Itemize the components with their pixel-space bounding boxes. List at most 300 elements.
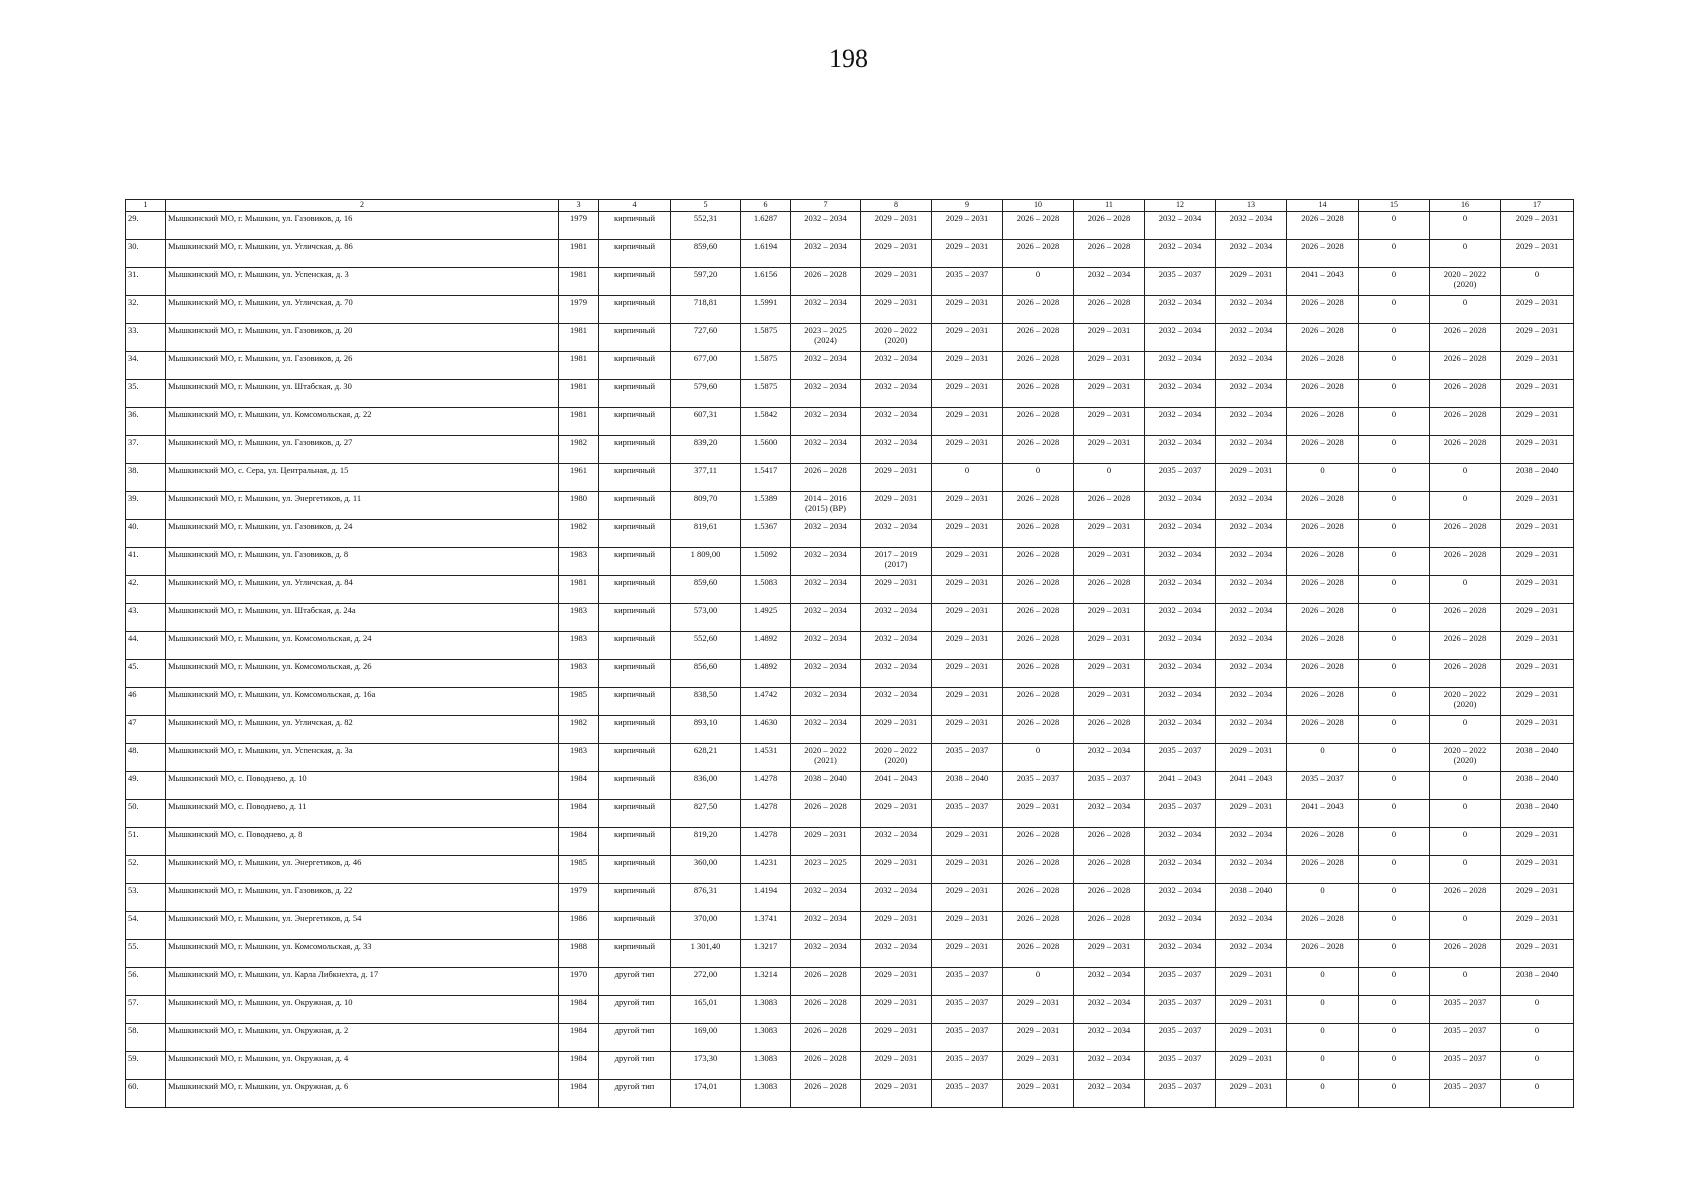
table-cell-col-10: 0 xyxy=(1003,268,1074,296)
table-cell-col-10: 2026 – 2028 xyxy=(1003,492,1074,520)
table-cell-col-15: 0 xyxy=(1359,408,1430,436)
table-cell-col-15: 0 xyxy=(1359,744,1430,772)
table-cell-col-2: Мышкинский МО, г. Мышкин, ул. Газовиков, д. 8 xyxy=(166,548,559,576)
table-cell-col-6: 1.4278 xyxy=(741,800,791,828)
table-cell-col-10: 2026 – 2028 xyxy=(1003,436,1074,464)
table-cell-col-12: 2032 – 2034 xyxy=(1145,912,1216,940)
table-cell-col-13: 2029 – 2031 xyxy=(1216,1052,1287,1080)
table-cell-col-14: 2026 – 2028 xyxy=(1287,352,1359,380)
table-cell-col-17: 0 xyxy=(1501,1080,1574,1108)
table-cell-col-6: 1.3214 xyxy=(741,968,791,996)
table-cell-col-13: 2029 – 2031 xyxy=(1216,1080,1287,1108)
table-cell-col-13: 2032 – 2034 xyxy=(1216,352,1287,380)
table-cell-col-9: 2029 – 2031 xyxy=(932,940,1003,968)
table-cell-col-9: 2029 – 2031 xyxy=(932,912,1003,940)
table-cell-col-4: кирпичный xyxy=(599,800,671,828)
table-cell-col-9: 2029 – 2031 xyxy=(932,324,1003,352)
table-cell-col-10: 0 xyxy=(1003,968,1074,996)
table-cell-col-5: 165,01 xyxy=(671,996,741,1024)
table-cell-col-8: 2032 – 2034 xyxy=(861,380,932,408)
table-cell-col-14: 0 xyxy=(1287,884,1359,912)
table-cell-col-14: 0 xyxy=(1287,1080,1359,1108)
table-cell-col-14: 2026 – 2028 xyxy=(1287,212,1359,240)
table-cell-col-5: 607,31 xyxy=(671,408,741,436)
table-cell-col-11: 0 xyxy=(1074,464,1145,492)
table-cell-col-10: 2026 – 2028 xyxy=(1003,212,1074,240)
table-cell-col-1: 32. xyxy=(126,296,166,324)
table-cell-col-17: 2029 – 2031 xyxy=(1501,352,1574,380)
table-cell-col-14: 2026 – 2028 xyxy=(1287,492,1359,520)
table-cell-col-11: 2026 – 2028 xyxy=(1074,856,1145,884)
table-cell-col-10: 0 xyxy=(1003,464,1074,492)
table-cell-col-5: 727,60 xyxy=(671,324,741,352)
table-cell-col-7: 2026 – 2028 xyxy=(791,268,861,296)
table-cell-col-17: 2029 – 2031 xyxy=(1501,828,1574,856)
table-cell-col-17: 2029 – 2031 xyxy=(1501,548,1574,576)
table-cell-col-10: 2026 – 2028 xyxy=(1003,324,1074,352)
table-cell-col-17: 2029 – 2031 xyxy=(1501,380,1574,408)
table-cell-col-11: 2029 – 2031 xyxy=(1074,940,1145,968)
table-cell-col-7: 2023 – 2025 xyxy=(791,856,861,884)
table-cell-col-9: 2029 – 2031 xyxy=(932,240,1003,268)
table-cell-col-7: 2032 – 2034 xyxy=(791,632,861,660)
table-cell-col-1: 51. xyxy=(126,828,166,856)
table-cell-col-1: 55. xyxy=(126,940,166,968)
table-cell-col-2: Мышкинский МО, г. Мышкин, ул. Энергетиков, д. 11 xyxy=(166,492,559,520)
table-cell-col-8: 2032 – 2034 xyxy=(861,828,932,856)
column-header-14: 14 xyxy=(1287,200,1359,212)
table-cell-col-6: 1.4925 xyxy=(741,604,791,632)
table-cell-col-1: 54. xyxy=(126,912,166,940)
table-cell-col-12: 2035 – 2037 xyxy=(1145,1052,1216,1080)
table-cell-col-1: 40. xyxy=(126,520,166,548)
table-cell-col-4: кирпичный xyxy=(599,212,671,240)
table-cell-col-12: 2032 – 2034 xyxy=(1145,716,1216,744)
table-cell-col-13: 2041 – 2043 xyxy=(1216,772,1287,800)
table-row xyxy=(126,380,1574,408)
table-cell-col-2: Мышкинский МО, г. Мышкин, ул. Угличская, д. 84 xyxy=(166,576,559,604)
table-cell-col-17: 0 xyxy=(1501,1052,1574,1080)
table-cell-col-6: 1.6156 xyxy=(741,268,791,296)
table-cell-col-16: 2020 – 2022 (2020) xyxy=(1430,744,1501,772)
table-cell-col-10: 2026 – 2028 xyxy=(1003,884,1074,912)
table-cell-col-3: 1982 xyxy=(559,520,599,548)
table-cell-col-14: 0 xyxy=(1287,464,1359,492)
table-cell-col-8: 2032 – 2034 xyxy=(861,352,932,380)
table-cell-col-16: 2035 – 2037 xyxy=(1430,996,1501,1024)
table-cell-col-7: 2032 – 2034 xyxy=(791,436,861,464)
table-cell-col-13: 2032 – 2034 xyxy=(1216,828,1287,856)
table-cell-col-4: кирпичный xyxy=(599,688,671,716)
table-cell-col-3: 1984 xyxy=(559,1024,599,1052)
table-row xyxy=(126,660,1574,688)
table-cell-col-2: Мышкинский МО, г. Мышкин, ул. Успенская, д. 3а xyxy=(166,744,559,772)
table-cell-col-5: 893,10 xyxy=(671,716,741,744)
table-cell-col-6: 1.3217 xyxy=(741,940,791,968)
table-cell-col-6: 1.4892 xyxy=(741,632,791,660)
table-cell-col-14: 2026 – 2028 xyxy=(1287,716,1359,744)
table-cell-col-4: кирпичный xyxy=(599,828,671,856)
table-cell-col-12: 2032 – 2034 xyxy=(1145,632,1216,660)
table-row xyxy=(126,576,1574,604)
table-cell-col-6: 1.5991 xyxy=(741,296,791,324)
table-cell-col-15: 0 xyxy=(1359,464,1430,492)
table-cell-col-2: Мышкинский МО, г. Мышкин, ул. Газовиков, д. 20 xyxy=(166,324,559,352)
table-cell-col-6: 1.5417 xyxy=(741,464,791,492)
table-cell-col-15: 0 xyxy=(1359,800,1430,828)
table-cell-col-10: 2029 – 2031 xyxy=(1003,1024,1074,1052)
table-cell-col-10: 2026 – 2028 xyxy=(1003,352,1074,380)
table-cell-col-8: 2029 – 2031 xyxy=(861,800,932,828)
table-cell-col-12: 2032 – 2034 xyxy=(1145,660,1216,688)
table-cell-col-5: 360,00 xyxy=(671,856,741,884)
table-cell-col-11: 2026 – 2028 xyxy=(1074,576,1145,604)
table-cell-col-7: 2014 – 2016 (2015) (ВР) xyxy=(791,492,861,520)
table-cell-col-14: 2035 – 2037 xyxy=(1287,772,1359,800)
table-cell-col-5: 819,20 xyxy=(671,828,741,856)
table-cell-col-13: 2032 – 2034 xyxy=(1216,380,1287,408)
table-cell-col-10: 2029 – 2031 xyxy=(1003,1080,1074,1108)
table-cell-col-15: 0 xyxy=(1359,520,1430,548)
table-cell-col-9: 2029 – 2031 xyxy=(932,408,1003,436)
table-cell-col-13: 2032 – 2034 xyxy=(1216,660,1287,688)
table-cell-col-2: Мышкинский МО, г. Мышкин, ул. Угличская, д. 86 xyxy=(166,240,559,268)
table-cell-col-9: 2029 – 2031 xyxy=(932,212,1003,240)
table-cell-col-4: другой тип xyxy=(599,968,671,996)
table-cell-col-9: 2029 – 2031 xyxy=(932,436,1003,464)
table-row xyxy=(126,912,1574,940)
table-cell-col-6: 1.5367 xyxy=(741,520,791,548)
table-row xyxy=(126,800,1574,828)
table-cell-col-3: 1970 xyxy=(559,968,599,996)
table-cell-col-17: 2029 – 2031 xyxy=(1501,912,1574,940)
table-row xyxy=(126,436,1574,464)
table-row xyxy=(126,632,1574,660)
table-cell-col-12: 2032 – 2034 xyxy=(1145,520,1216,548)
table-cell-col-15: 0 xyxy=(1359,856,1430,884)
table-cell-col-8: 2029 – 2031 xyxy=(861,464,932,492)
table-cell-col-10: 2026 – 2028 xyxy=(1003,296,1074,324)
table-cell-col-10: 2026 – 2028 xyxy=(1003,940,1074,968)
table-cell-col-13: 2032 – 2034 xyxy=(1216,940,1287,968)
table-cell-col-4: кирпичный xyxy=(599,576,671,604)
table-cell-col-9: 2038 – 2040 xyxy=(932,772,1003,800)
table-cell-col-15: 0 xyxy=(1359,1024,1430,1052)
table-cell-col-17: 2029 – 2031 xyxy=(1501,212,1574,240)
table-cell-col-4: кирпичный xyxy=(599,492,671,520)
table-cell-col-8: 2029 – 2031 xyxy=(861,716,932,744)
table-cell-col-16: 2026 – 2028 xyxy=(1430,940,1501,968)
table-cell-col-5: 819,61 xyxy=(671,520,741,548)
table-cell-col-12: 2041 – 2043 xyxy=(1145,772,1216,800)
table-row xyxy=(126,296,1574,324)
table-cell-col-12: 2032 – 2034 xyxy=(1145,604,1216,632)
table-cell-col-4: кирпичный xyxy=(599,296,671,324)
table-cell-col-16: 0 xyxy=(1430,912,1501,940)
table-cell-col-5: 377,11 xyxy=(671,464,741,492)
table-cell-col-14: 2026 – 2028 xyxy=(1287,856,1359,884)
table-cell-col-11: 2026 – 2028 xyxy=(1074,912,1145,940)
table-cell-col-2: Мышкинский МО, г. Мышкин, ул. Комсомольская, д. 26 xyxy=(166,660,559,688)
table-cell-col-13: 2029 – 2031 xyxy=(1216,744,1287,772)
table-cell-col-9: 2035 – 2037 xyxy=(932,968,1003,996)
table-cell-col-13: 2032 – 2034 xyxy=(1216,408,1287,436)
table-cell-col-3: 1984 xyxy=(559,1080,599,1108)
table-cell-col-7: 2032 – 2034 xyxy=(791,576,861,604)
table-row xyxy=(126,520,1574,548)
table-cell-col-16: 2026 – 2028 xyxy=(1430,520,1501,548)
table-cell-col-15: 0 xyxy=(1359,492,1430,520)
table-cell-col-9: 2035 – 2037 xyxy=(932,996,1003,1024)
table-cell-col-1: 50. xyxy=(126,800,166,828)
table-cell-col-5: 859,60 xyxy=(671,576,741,604)
table-cell-col-16: 0 xyxy=(1430,296,1501,324)
table-cell-col-17: 2029 – 2031 xyxy=(1501,520,1574,548)
table-cell-col-13: 2032 – 2034 xyxy=(1216,324,1287,352)
column-header-5: 5 xyxy=(671,200,741,212)
table-cell-col-14: 0 xyxy=(1287,1052,1359,1080)
table-cell-col-2: Мышкинский МО, г. Мышкин, ул. Газовиков, д. 24 xyxy=(166,520,559,548)
table-cell-col-5: 552,31 xyxy=(671,212,741,240)
table-cell-col-2: Мышкинский МО, г. Мышкин, ул. Газовиков, д. 27 xyxy=(166,436,559,464)
table-cell-col-14: 2026 – 2028 xyxy=(1287,408,1359,436)
table-cell-col-11: 2029 – 2031 xyxy=(1074,632,1145,660)
table-cell-col-2: Мышкинский МО, г. Мышкин, ул. Угличская, д. 70 xyxy=(166,296,559,324)
table-row xyxy=(126,548,1574,576)
table-cell-col-9: 2035 – 2037 xyxy=(932,800,1003,828)
housing-repair-table-container xyxy=(125,199,1573,1108)
table-cell-col-13: 2029 – 2031 xyxy=(1216,996,1287,1024)
table-cell-col-15: 0 xyxy=(1359,772,1430,800)
table-cell-col-6: 1.5842 xyxy=(741,408,791,436)
table-cell-col-17: 2029 – 2031 xyxy=(1501,632,1574,660)
table-cell-col-9: 2029 – 2031 xyxy=(932,856,1003,884)
table-cell-col-9: 2029 – 2031 xyxy=(932,884,1003,912)
table-cell-col-11: 2026 – 2028 xyxy=(1074,240,1145,268)
table-cell-col-4: кирпичный xyxy=(599,380,671,408)
table-cell-col-16: 2026 – 2028 xyxy=(1430,352,1501,380)
table-cell-col-12: 2032 – 2034 xyxy=(1145,408,1216,436)
table-cell-col-11: 2032 – 2034 xyxy=(1074,1052,1145,1080)
table-cell-col-8: 2029 – 2031 xyxy=(861,492,932,520)
table-row xyxy=(126,268,1574,296)
table-cell-col-9: 2029 – 2031 xyxy=(932,548,1003,576)
table-cell-col-1: 48. xyxy=(126,744,166,772)
table-cell-col-3: 1984 xyxy=(559,800,599,828)
table-cell-col-5: 579,60 xyxy=(671,380,741,408)
table-cell-col-4: кирпичный xyxy=(599,436,671,464)
table-cell-col-1: 57. xyxy=(126,996,166,1024)
table-cell-col-6: 1.5875 xyxy=(741,352,791,380)
table-cell-col-14: 2026 – 2028 xyxy=(1287,436,1359,464)
table-cell-col-6: 1.5083 xyxy=(741,576,791,604)
table-cell-col-11: 2026 – 2028 xyxy=(1074,296,1145,324)
table-cell-col-12: 2032 – 2034 xyxy=(1145,240,1216,268)
table-cell-col-5: 839,20 xyxy=(671,436,741,464)
table-cell-col-10: 2026 – 2028 xyxy=(1003,408,1074,436)
table-cell-col-6: 1.6287 xyxy=(741,212,791,240)
table-cell-col-15: 0 xyxy=(1359,604,1430,632)
table-cell-col-8: 2029 – 2031 xyxy=(861,968,932,996)
table-row xyxy=(126,856,1574,884)
table-cell-col-2: Мышкинский МО, с. Поводнево, д. 11 xyxy=(166,800,559,828)
table-cell-col-1: 58. xyxy=(126,1024,166,1052)
table-cell-col-3: 1981 xyxy=(559,324,599,352)
table-cell-col-4: кирпичный xyxy=(599,660,671,688)
table-cell-col-1: 52. xyxy=(126,856,166,884)
table-cell-col-11: 2029 – 2031 xyxy=(1074,548,1145,576)
table-cell-col-7: 2020 – 2022 (2021) xyxy=(791,744,861,772)
table-cell-col-7: 2026 – 2028 xyxy=(791,1080,861,1108)
table-cell-col-1: 29. xyxy=(126,212,166,240)
table-cell-col-10: 2026 – 2028 xyxy=(1003,632,1074,660)
table-cell-col-15: 0 xyxy=(1359,716,1430,744)
table-cell-col-8: 2041 – 2043 xyxy=(861,772,932,800)
table-cell-col-17: 2038 – 2040 xyxy=(1501,464,1574,492)
table-cell-col-12: 2035 – 2037 xyxy=(1145,800,1216,828)
table-cell-col-14: 0 xyxy=(1287,744,1359,772)
table-cell-col-15: 0 xyxy=(1359,996,1430,1024)
table-cell-col-7: 2026 – 2028 xyxy=(791,1052,861,1080)
table-cell-col-15: 0 xyxy=(1359,884,1430,912)
table-cell-col-16: 0 xyxy=(1430,716,1501,744)
column-header-1: 1 xyxy=(126,200,166,212)
table-cell-col-11: 2029 – 2031 xyxy=(1074,688,1145,716)
table-cell-col-16: 0 xyxy=(1430,968,1501,996)
table-cell-col-1: 35. xyxy=(126,380,166,408)
table-cell-col-11: 2029 – 2031 xyxy=(1074,352,1145,380)
table-row xyxy=(126,744,1574,772)
table-cell-col-1: 59. xyxy=(126,1052,166,1080)
table-cell-col-13: 2029 – 2031 xyxy=(1216,800,1287,828)
table-cell-col-5: 370,00 xyxy=(671,912,741,940)
table-cell-col-3: 1979 xyxy=(559,296,599,324)
table-cell-col-13: 2032 – 2034 xyxy=(1216,912,1287,940)
table-cell-col-1: 30. xyxy=(126,240,166,268)
table-cell-col-3: 1982 xyxy=(559,716,599,744)
table-cell-col-2: Мышкинский МО, г. Мышкин, ул. Комсомольская, д. 24 xyxy=(166,632,559,660)
table-cell-col-1: 47 xyxy=(126,716,166,744)
table-cell-col-6: 1.4231 xyxy=(741,856,791,884)
table-cell-col-14: 2026 – 2028 xyxy=(1287,240,1359,268)
table-cell-col-5: 838,50 xyxy=(671,688,741,716)
table-cell-col-8: 2029 – 2031 xyxy=(861,1080,932,1108)
table-cell-col-13: 2032 – 2034 xyxy=(1216,716,1287,744)
table-cell-col-9: 2029 – 2031 xyxy=(932,604,1003,632)
table-row xyxy=(126,240,1574,268)
table-cell-col-11: 2029 – 2031 xyxy=(1074,660,1145,688)
table-cell-col-9: 2029 – 2031 xyxy=(932,576,1003,604)
table-cell-col-17: 2038 – 2040 xyxy=(1501,968,1574,996)
table-cell-col-14: 2026 – 2028 xyxy=(1287,632,1359,660)
table-cell-col-11: 2029 – 2031 xyxy=(1074,324,1145,352)
table-cell-col-1: 60. xyxy=(126,1080,166,1108)
table-cell-col-2: Мышкинский МО, г. Мышкин, ул. Энергетиков, д. 54 xyxy=(166,912,559,940)
table-cell-col-16: 2026 – 2028 xyxy=(1430,604,1501,632)
table-cell-col-16: 0 xyxy=(1430,828,1501,856)
column-header-16: 16 xyxy=(1430,200,1501,212)
table-cell-col-5: 809,70 xyxy=(671,492,741,520)
table-cell-col-11: 2032 – 2034 xyxy=(1074,268,1145,296)
column-header-4: 4 xyxy=(599,200,671,212)
table-cell-col-3: 1980 xyxy=(559,492,599,520)
table-row xyxy=(126,688,1574,716)
table-cell-col-2: Мышкинский МО, г. Мышкин, ул. Газовиков, д. 16 xyxy=(166,212,559,240)
table-cell-col-17: 0 xyxy=(1501,1024,1574,1052)
table-cell-col-3: 1979 xyxy=(559,884,599,912)
table-cell-col-17: 2029 – 2031 xyxy=(1501,940,1574,968)
table-cell-col-14: 0 xyxy=(1287,996,1359,1024)
table-cell-col-5: 1 301,40 xyxy=(671,940,741,968)
table-cell-col-8: 2020 – 2022 (2020) xyxy=(861,744,932,772)
table-row xyxy=(126,772,1574,800)
table-cell-col-14: 2026 – 2028 xyxy=(1287,660,1359,688)
table-cell-col-12: 2032 – 2034 xyxy=(1145,828,1216,856)
table-cell-col-8: 2029 – 2031 xyxy=(861,296,932,324)
table-cell-col-13: 2032 – 2034 xyxy=(1216,688,1287,716)
table-cell-col-16: 2020 – 2022 (2020) xyxy=(1430,688,1501,716)
table-cell-col-16: 0 xyxy=(1430,212,1501,240)
table-cell-col-12: 2035 – 2037 xyxy=(1145,1080,1216,1108)
table-cell-col-16: 0 xyxy=(1430,856,1501,884)
table-cell-col-10: 2026 – 2028 xyxy=(1003,660,1074,688)
table-cell-col-6: 1.5875 xyxy=(741,324,791,352)
table-cell-col-10: 2026 – 2028 xyxy=(1003,520,1074,548)
table-cell-col-4: кирпичный xyxy=(599,324,671,352)
table-cell-col-10: 2026 – 2028 xyxy=(1003,912,1074,940)
table-cell-col-9: 2029 – 2031 xyxy=(932,688,1003,716)
table-cell-col-7: 2032 – 2034 xyxy=(791,660,861,688)
table-cell-col-2: Мышкинский МО, г. Мышкин, ул. Окружная, д. 6 xyxy=(166,1080,559,1108)
column-header-8: 8 xyxy=(861,200,932,212)
table-cell-col-3: 1981 xyxy=(559,240,599,268)
table-cell-col-12: 2032 – 2034 xyxy=(1145,576,1216,604)
table-cell-col-4: кирпичный xyxy=(599,716,671,744)
table-cell-col-13: 2032 – 2034 xyxy=(1216,520,1287,548)
table-cell-col-12: 2032 – 2034 xyxy=(1145,380,1216,408)
table-cell-col-8: 2029 – 2031 xyxy=(861,212,932,240)
table-cell-col-16: 0 xyxy=(1430,464,1501,492)
table-cell-col-16: 2020 – 2022 (2020) xyxy=(1430,268,1501,296)
table-cell-col-3: 1983 xyxy=(559,604,599,632)
table-cell-col-5: 1 809,00 xyxy=(671,548,741,576)
table-cell-col-16: 2026 – 2028 xyxy=(1430,632,1501,660)
table-cell-col-15: 0 xyxy=(1359,912,1430,940)
table-cell-col-1: 53. xyxy=(126,884,166,912)
table-cell-col-5: 597,20 xyxy=(671,268,741,296)
table-cell-col-8: 2029 – 2031 xyxy=(861,1024,932,1052)
table-cell-col-7: 2026 – 2028 xyxy=(791,996,861,1024)
table-cell-col-7: 2026 – 2028 xyxy=(791,968,861,996)
table-cell-col-7: 2032 – 2034 xyxy=(791,940,861,968)
table-cell-col-12: 2032 – 2034 xyxy=(1145,884,1216,912)
table-cell-col-2: Мышкинский МО, с. Поводнево, д. 10 xyxy=(166,772,559,800)
table-cell-col-1: 45. xyxy=(126,660,166,688)
table-cell-col-7: 2032 – 2034 xyxy=(791,520,861,548)
table-cell-col-7: 2032 – 2034 xyxy=(791,604,861,632)
table-row xyxy=(126,212,1574,240)
table-row xyxy=(126,940,1574,968)
table-row xyxy=(126,492,1574,520)
table-cell-col-14: 2026 – 2028 xyxy=(1287,940,1359,968)
table-cell-col-2: Мышкинский МО, г. Мышкин, ул. Окружная, д. 4 xyxy=(166,1052,559,1080)
table-cell-col-3: 1986 xyxy=(559,912,599,940)
column-header-13: 13 xyxy=(1216,200,1287,212)
table-row xyxy=(126,884,1574,912)
table-cell-col-13: 2029 – 2031 xyxy=(1216,464,1287,492)
table-cell-col-12: 2035 – 2037 xyxy=(1145,464,1216,492)
table-cell-col-8: 2029 – 2031 xyxy=(861,240,932,268)
